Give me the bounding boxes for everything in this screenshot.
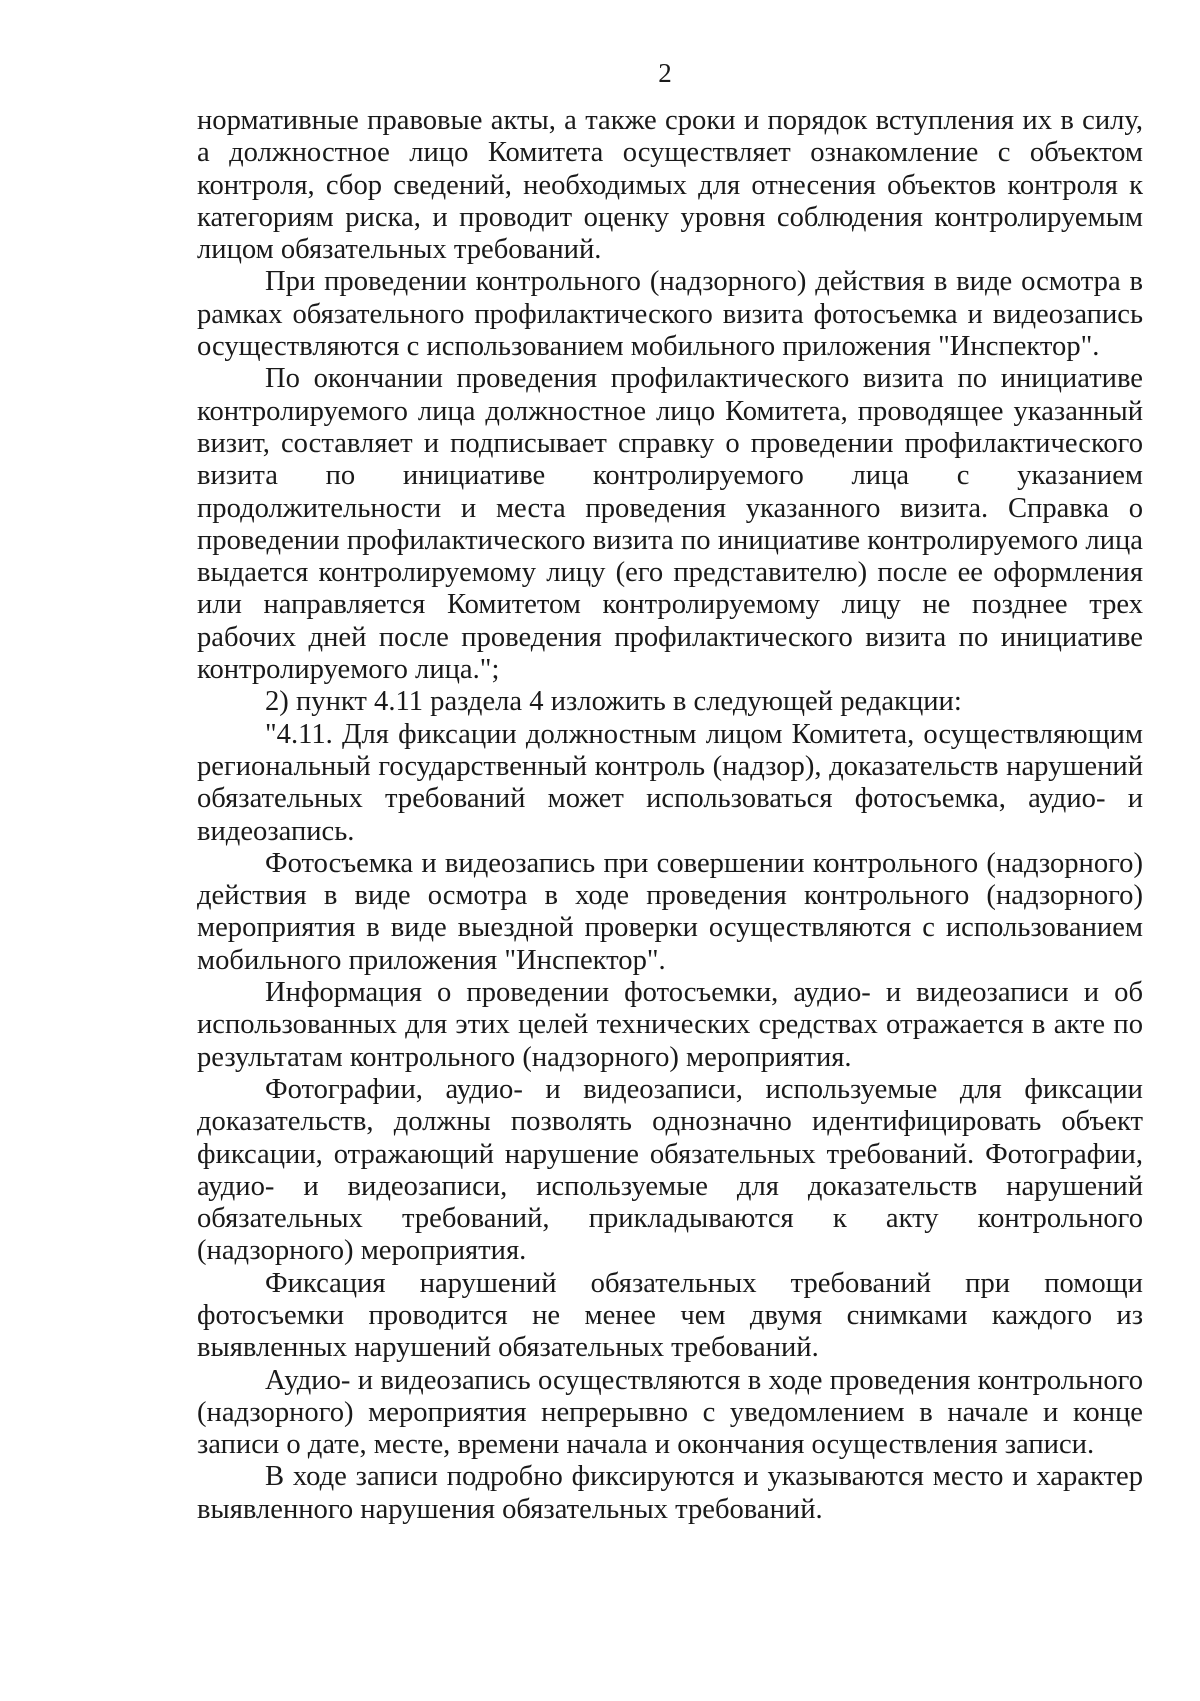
paragraph-11: В ходе записи подробно фиксируются и указываются место и характер выявленного нарушения обязательных требований. [197,1461,1143,1525]
document-body [197,105,1143,1526]
paragraph-3: По окончании проведения профилактического визита по инициативе контролируемого лица должностное лицо Комитета, проводящее указанный визит, составляет и подписывает справку о проведении профилактического визита по инициативе контролируемого лица с указанием продолжительности и места проведения указанного визита. Справка о проведении профилактического визита по инициативе контролируемого лица выдается контролируемому лицу (его представителю) после ее оформления или направляется Комитетом контролируемому лицу не позднее трех рабочих дней после проведения профилактического визита по инициативе контролируемого лица."; [197,363,1143,686]
paragraph-7: Информация о проведении фотосъемки, аудио- и видеозаписи и об использованных для этих целей технических средствах отражается в акте по результатам контрольного (надзорного) мероприятия. [197,977,1143,1073]
paragraph-1: нормативные правовые акты, а также сроки и порядок вступления их в силу, а должностное лицо Комитета осуществляет ознакомление с объектом контроля, сбор сведений, необходимых для отнесения объектов контроля к категориям риска, и проводит оценку уровня соблюдения контролируемым лицом обязательных требований. [197,105,1143,266]
page-number: 2 [658,58,672,88]
paragraph-9: Фиксация нарушений обязательных требований при помощи фотосъемки проводится не менее чем двумя снимками каждого из выявленных нарушений обязательных требований. [197,1267,1143,1364]
paragraph-4: 2) пункт 4.11 раздела 4 изложить в следующей редакции: [265,686,962,718]
paragraph-2: При проведении контрольного (надзорного) действия в виде осмотра в рамках обязательного профилактического визита фотосъемка и видеозапись осуществляются с использованием мобильного приложения "Инспектор". [197,266,1143,363]
paragraph-5: "4.11. Для фиксации должностным лицом Комитета, осуществляющим региональный государственный контроль (надзор), доказательств нарушений обязательных требований может использоваться фотосъемка, аудио- и видеозапись. [197,718,1143,847]
paragraph-8: Фотографии, аудио- и видеозаписи, используемые для фиксации доказательств, должны позволять однозначно идентифицировать объект фиксации, отражающий нарушение обязательных требований. Фотографии, аудио- и видеозаписи, используемые для доказательств нарушений обязательных требований, прикладываются к акту контрольного (надзорного) мероприятия. [197,1073,1143,1267]
paragraph-6: Фотосъемка и видеозапись при совершении контрольного (надзорного) действия в виде осмотра в ходе проведения контрольного (надзорного) мероприятия в виде выездной проверки осуществляются с использованием мобильного приложения "Инспектор". [197,847,1143,976]
paragraph-10: Аудио- и видеозапись осуществляются в ходе проведения контрольного (надзорного) мероприятия непрерывно с уведомлением в начале и конце записи о дате, месте, времени начала и окончания осуществления записи. [197,1364,1143,1461]
